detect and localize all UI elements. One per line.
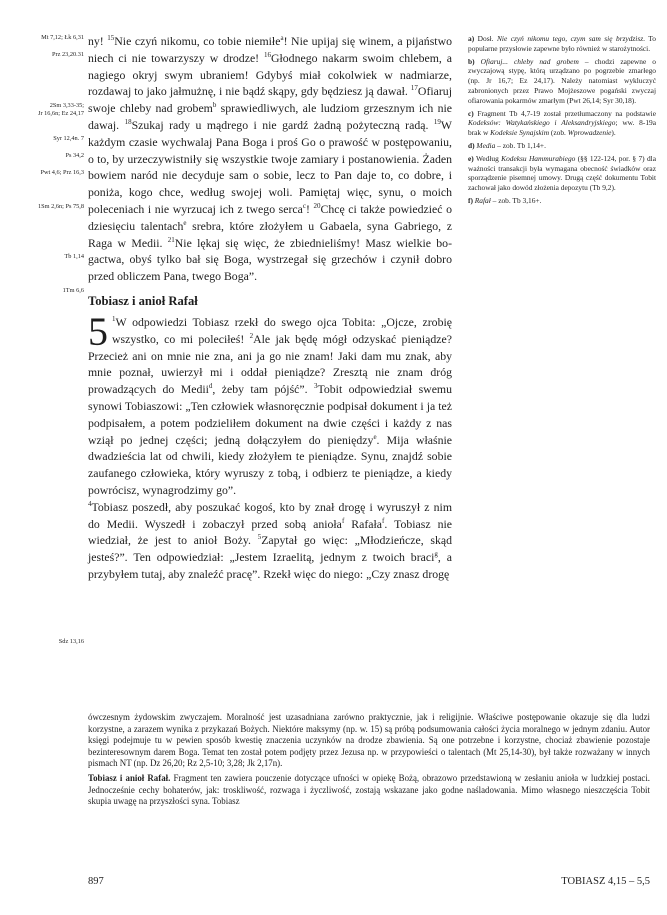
text-run: Nie lękaj się więc, że zbiednieliśmy! Masz wielkie bogactwa, obyś tylko bał się Boga, wystrzegał się grzechów i czynił dobro przed obliczem Pana, twego Boga”. (88, 235, 453, 284)
section-title: Tobiasz i anioł Rafał (88, 293, 198, 308)
text-run: . To popularne przysłowie zapewne było również w starożytności. (468, 34, 657, 53)
text-run: sprawiedliwych, ale ludziom grzesznym ich nie dawaj. (88, 101, 453, 132)
footnote-d (468, 141, 656, 151)
verse-number: 17 (410, 84, 418, 93)
text-run: Szukaj rady u mądrego i nie gardź żadną pożyteczną radą. (131, 117, 434, 132)
footnote-marker: c (302, 202, 306, 211)
chapter-number: 5 (88, 308, 108, 354)
text-run: , żeby tam pójść”. (212, 382, 314, 397)
text-run: ! (306, 201, 314, 216)
note-letter: b) (468, 56, 475, 66)
verse-number: 5 (257, 533, 262, 542)
verse-number: 4 (88, 499, 92, 508)
footnote-e (468, 154, 656, 193)
note-letter: a) (468, 34, 475, 43)
verse-number: 15 (107, 34, 115, 43)
text-run: (§§ 122-124, por. § 7) dla ważności transakcji była wymagana obecność świadków oraz sporządzenie pisemnej umowy. Drugą część dokumentu Tobit zachował jako dowód złożenia depozytu (Tb 9,2). (468, 153, 656, 193)
footnote-marker: e (183, 218, 187, 227)
cross-reference: Syr 12,4n. 7 (53, 135, 84, 142)
running-head: TOBIASZ 4,15 – 5,5 (561, 876, 650, 887)
text-run: Nie czyń nikomu, co tobie niemiłe (114, 34, 281, 48)
italic-text: Ofiaruj... chleby nad grobem (474, 56, 579, 66)
chapter-5-paragraph (88, 499, 452, 583)
footnote-marker: d (208, 382, 213, 391)
footnote-marker: g (434, 550, 438, 559)
text-run: . Mija właśnie dwadzieścia lat od chwili, kiedy złożyłem te pieniądze. Synu, znajdź sobie zaufanego człowieka, który wyruszy z tobą, i odbierz te pieniądze, a kiedy powrócisz, wynagrodzimy go”. (88, 432, 452, 497)
main-text-column (88, 33, 452, 583)
note-letter: e) (468, 153, 474, 163)
text-run: Zapytał go więc: „Młodzieńcze, skąd jesteś?”. Ten odpowiedział: „Jestem Izraelitą, jednym z twoich braci (88, 533, 452, 565)
verse-number: 3 (314, 382, 318, 391)
note-letter: d) (468, 140, 475, 150)
footnote-marker: e (373, 432, 377, 441)
text-run: . Tobiasz nie wiedział, że jest to anioł Boży. (88, 516, 453, 548)
verse-number: 19 (433, 118, 441, 127)
text-run: Fragment ten zawiera pouczenie dotyczące ufności w opiekę Bożą, obrazowo przedstawioną w zesłaniu anioła w ludzkiej postaci. Jednocześnie cechy bohaterów, jak: troskliwość, rozwaga i życzliwość, zostają wskazane jako godne naśladowania. Mimo własnego nieszczęścia Tobit skupia uwagę na przyszłości syna. Tobiasz (88, 772, 651, 807)
note-letter: f) (468, 195, 473, 205)
text-run: Ale jak będę mógł odzyskać pieniądze? Przecież ani on mnie nie zna, ani ja go nie znam! Jaki dam mu znak, aby mnie poznał, uwierzył mi i oddał pieniądze? Zresztą nie znam dróg prowadzących do Medii (88, 331, 452, 397)
footnote-marker: f (341, 516, 345, 525)
text-run: srebra, które złożyłem u Gabaela, syna Gabriego, z Raga w Medii. (88, 218, 452, 250)
italic-text: Rafał (472, 195, 491, 205)
text-run: Rafała (344, 516, 383, 531)
cross-reference: Ps 34,2 (65, 152, 84, 159)
italic-text: Wprowadzenie (567, 128, 612, 138)
verse-number: 18 (124, 118, 132, 127)
italic-text: Nie czyń nikomu tego, czym sam się brzydzisz (496, 34, 644, 43)
footnote-marker: a (280, 34, 284, 43)
text-run: (zob. (549, 128, 568, 138)
cross-reference: Mt 7,12; Łk 6,31 (41, 34, 84, 41)
cross-reference: Tb 1,14 (64, 253, 84, 260)
text-run: – zob. Tb 3,16+. (490, 195, 542, 205)
text-run: W każdym czasie wychwalaj Pana Boga i proś Go o prawość w postępowaniu, o to, by urzeczywistniły się wszystkie twoje zamiary i postanowienia. Żaden bowiem naród nie decyduje sam o sobie, lecz to Pan daje to, co dobre, i poniża, kogo chce, według swojej woli. Pamiętaj więc, synu, o moich poleceniach i nie wyrzucaj ich z twego serca (88, 117, 452, 216)
chapter-4-paragraph (88, 33, 452, 285)
text-run: Tobit odpowiedział swemu synowi Tobiaszowi: „Ten człowiek własnoręcznie podpisał dokument i ja też podpisałem, a potem podzieliłem dokument na dwie części i każdy z nas wziął po jednej części; jedną dołączyłem do pieniędzy (88, 382, 453, 447)
text-run: , a przybyłem tutaj, aby znaleźć pracę”. Rzekł więc do niego: „Czy znasz drogę (88, 550, 452, 581)
footnote-f (468, 196, 656, 206)
chapter-5-paragraph (88, 308, 453, 499)
italic-text: Kodeksu Hammurabiego (501, 153, 576, 163)
verse-number: 20 (313, 202, 321, 211)
text-run: Fragment Tb 4,7-19 został przetłumaczony na podstawie (473, 108, 656, 118)
cross-reference: Jr 16,6n; Ez 24,17 (38, 110, 84, 117)
text-run: W odpowiedzi Tobiasz rzekł do swego ojca Tobita: „Ojcze, zrobię wszystko, co mi poleciłeś! (112, 314, 452, 346)
cross-reference: Sdz 13,16 (58, 638, 84, 645)
page-number: 897 (88, 876, 104, 887)
text-run: ny! (88, 34, 108, 48)
footnote-b (468, 57, 656, 106)
text-run: Chcę ci także powiedzieć o dziesięciu talentach (88, 201, 452, 233)
cross-reference: 1Sm 2,6n; Ps 75,8 (37, 203, 84, 210)
cross-reference: Prz 23,20.31 (51, 51, 84, 58)
text-run: Dosł. (474, 34, 497, 43)
text-run: ! Nie upijaj się winem, a pijaństwo niech ci nie towarzyszy w drodze! (88, 34, 452, 65)
text-run: Głodnego nakarm swoim chlebem, a nagiego okryj swym ubraniem! Gdybyś miał cokolwiek w nadmiarze, rozdawaj to jako jałmużnę, i nie bądź skąpy, gdy będziesz ją dawał. (88, 50, 452, 99)
footnote-marker: b (212, 101, 217, 110)
cross-reference: 1Tm 6,6 (62, 287, 84, 294)
italic-text: Media (474, 140, 496, 150)
text-run: Według (473, 153, 502, 163)
footnote-a (468, 34, 656, 54)
cross-reference: Pwt 4,6; Prz 16,3 (40, 169, 84, 176)
note-letter: c) (468, 108, 474, 118)
commentary-lead: Tobiasz i anioł Rafał. (88, 772, 171, 783)
verse-number: 1 (112, 315, 116, 324)
text-run: – chodzi zapewne o zwyczajową stypę, którą urządzano po pogrzebie zmarłego (np. Jr 16,7; Ez 24,17). Należy natomiast wykluczyć zabronionych przez Prawo Mojżeszowe pogański zwyczaj ofiarowania pokarmów zmarłym (Pwt 26,14; Syr 30,18). (468, 56, 656, 105)
italic-text: Kodeksie Synajskim (490, 128, 550, 138)
verse-number: 2 (249, 331, 254, 340)
verse-number: 21 (167, 235, 175, 244)
commentary-paragraph (88, 773, 650, 808)
footnote-marker: f (382, 516, 385, 525)
italic-text: Kodeksów: Watykańskiego i Aleksandryjskiego (468, 118, 616, 128)
text-run: Tobiasz poszedł, aby poszukać kogoś, kto by znał drogę i wyruszył z nim do Medii. Wyszedł i zobaczył przed sobą anioła (88, 499, 452, 531)
footnotes-column (468, 34, 656, 209)
text-run: Ofiaruj swoje chleby nad grobem (88, 84, 452, 116)
footnote-c (468, 109, 656, 138)
commentary-section (88, 712, 650, 811)
commentary-paragraph: ówczesnym żydowskim zwyczajem. Moralność jest uzasadniana zarówno praktycznie, jak i religijnie. Właściwe postępowanie okazuje się dla ludzi korzystne, a zarazem wynika z przykazań Bożych. Niektóre maksymy (np. w. 15) są próbą podsumowania całości życia moralnego w jednym zdaniu. Autor księgi podejmuje tu w pewien sposób kwestię znaczenia uczynków na drodze zbawienia. Są one potrzebne i korzystne, chociaż zbawienie pozostaje bezinteresownym darem Boga. Temat ten został potem podjęty przez Jezusa np. w przypowieści o talentach (Mt 25,14-30), był także rozważany w innych pismach NT (np. Dz 26,20; Rz 2,5-10; 3,28; Jk 2,17n). (88, 712, 650, 769)
verse-number: 16 (263, 50, 271, 59)
text-run: ; ww. 8-19a brak w (468, 118, 657, 138)
text-run: ). (611, 128, 616, 138)
text-run: – zob. Tb 1,14+. (495, 140, 546, 150)
cross-reference: 2Sm 3,33-35; (49, 102, 84, 109)
